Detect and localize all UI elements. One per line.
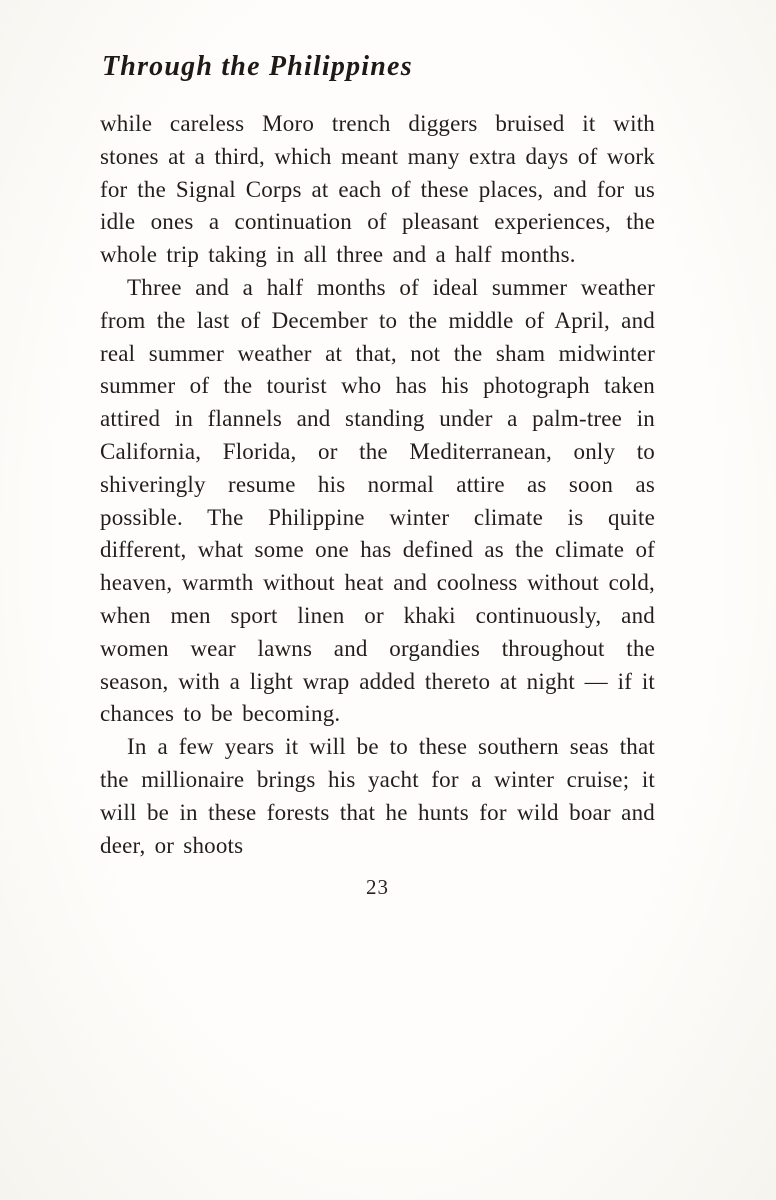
paragraph: In a few years it will be to these southern seas that the millionaire brings his yacht for a winter cruise; it will be in these forests that he hunts for wild boar and deer, or shoots	[100, 734, 655, 858]
page-body	[100, 108, 655, 862]
running-header: Through the Philippines	[102, 51, 413, 82]
page-number: 23	[366, 875, 389, 900]
paragraph: Three and a half months of ideal summer weather from the last of December to the middle of April, and real summer weather at that, not the sham midwinter summer of the tourist who has his photograph taken attired in flannels and standing under a palm-tree in California, Florida, or the Mediterranean, only to shiveringly resume his normal attire as soon as possible. The Philippine winter climate is quite different, what some one has defined as the climate of heaven, warmth without heat and coolness without cold, when men sport linen or khaki continuously, and women wear lawns and organdies throughout the season, with a light wrap added thereto at night — if it chances to be becoming.	[100, 274, 655, 727]
paragraph-continuation: while careless Moro trench diggers bruised it with stones at a third, which meant many extra days of work for the Signal Corps at each of these places, and for us idle ones a continuation of pleasant experiences, the whole trip taking in all three and a half months.	[100, 111, 655, 268]
